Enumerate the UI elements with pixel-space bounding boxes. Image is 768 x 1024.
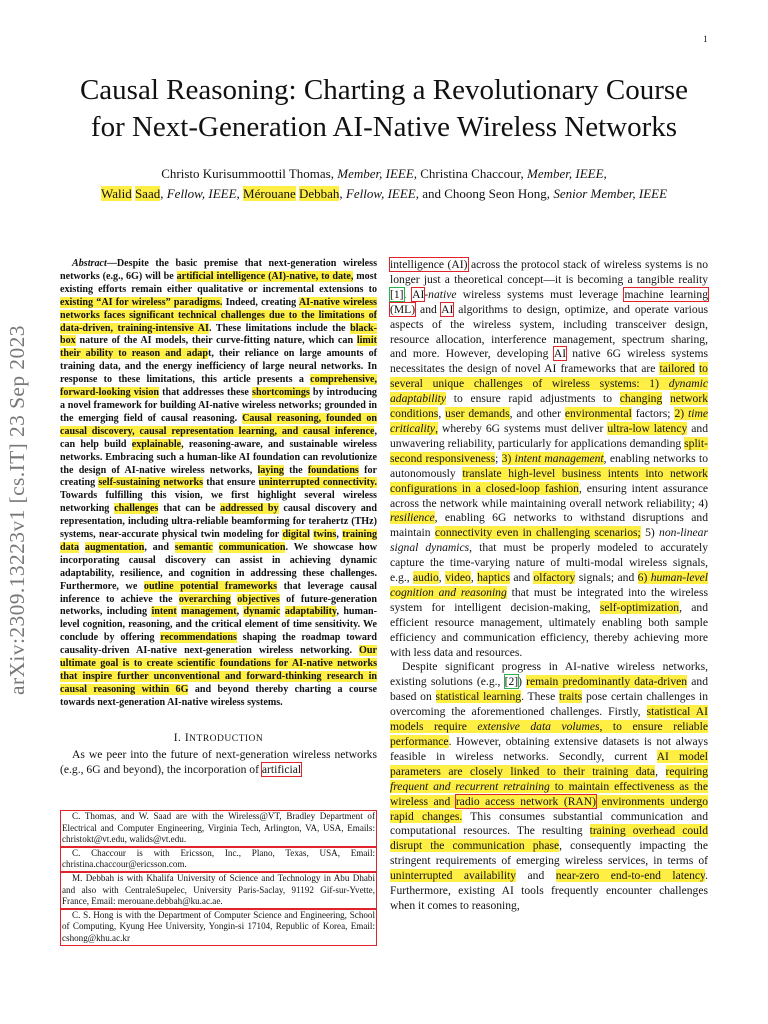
abstract-text: that leverage causal inference to achieve the: [60, 580, 377, 605]
acronym-link[interactable]: AI: [412, 287, 425, 301]
highlight: AI model parameters are closely linked to their training data: [390, 749, 708, 778]
highlight: translate high-level business intents into network configurations in a closed-loop fashion: [390, 466, 708, 495]
highlight: laying: [257, 464, 284, 476]
highlight: network: [670, 392, 708, 406]
highlight: training: [342, 529, 377, 541]
body-text: As we peer into the future of next-generation wireless networks (e.g., 6G and beyond), the incorporation of: [60, 747, 377, 776]
body-text: ): [518, 675, 527, 689]
highlight: self-optimization: [599, 600, 680, 614]
highlight: conditions: [390, 407, 439, 421]
highlight-italic: dynamic adaptability: [390, 377, 708, 406]
highlight: ,: [435, 421, 438, 435]
highlight: communication: [218, 541, 286, 553]
body-text: , and efficient resource management, ultimately enabling both sample efficiency and communication efficiency, thereby achieving more with less data and resources.: [390, 600, 708, 659]
highlight: video: [445, 571, 471, 585]
highlight: adaptability: [284, 606, 337, 618]
abstract-text: for creating: [60, 464, 377, 489]
highlight: comprehensive, forward-looking vision: [60, 374, 377, 399]
highlight: self-sustaining networks: [98, 477, 204, 489]
acronym-link[interactable]: AI: [441, 302, 454, 316]
body-text: ,: [655, 764, 666, 778]
abstract-text: t, their reliance on large amounts of training data, and the energy inefficiency of large neural networks. In response to these limitations, this article presents a: [60, 348, 377, 386]
highlight: user demands: [445, 407, 510, 421]
highlight: challenges: [114, 503, 159, 515]
abstract-text: that can be: [158, 503, 221, 515]
left-column: [60, 258, 377, 778]
highlight: uninterrupted connectivity.: [258, 477, 377, 489]
footnote-hong: C. S. Hong is with the Department of Computer Science and Engineering, School of Computing, Kyung Hee University, Yongin-si 17104, Republic of Korea, Email: cshong@khu.ac.kr: [60, 909, 377, 946]
abstract-text: . These limitations include the: [208, 322, 351, 334]
abstract-text: —Despite the basic premise that next-generation wireless networks (e.g., 6G) will be: [60, 258, 377, 282]
highlight: requiring: [665, 764, 709, 778]
highlight: artificial intelligence (AI)-native, to date,: [176, 270, 354, 282]
highlight: , to ensure reliable performance: [390, 720, 708, 748]
body-text: factors;: [631, 407, 675, 421]
highlight: statistical learning: [435, 690, 522, 704]
highlight: digital: [282, 529, 310, 541]
highlight: intent: [151, 606, 177, 618]
body-text: , and other: [509, 407, 565, 421]
italic-text: -native: [424, 287, 457, 301]
highlight: audio: [413, 571, 439, 585]
body-text: and: [509, 571, 534, 585]
acronym-link[interactable]: AI: [553, 347, 567, 361]
body-text: to ensure rapid adjustments to: [446, 392, 620, 406]
body-text: across the protocol stack of wireless systems is no longer just a theoretical concept—it is becoming a tangible reality: [390, 258, 709, 286]
author-membership: Member, IEEE,: [526, 166, 607, 181]
body-text: .: [403, 287, 413, 301]
abstract-label: Abstract: [72, 258, 107, 269]
highlight: changing: [619, 392, 663, 406]
highlight: foundations: [307, 464, 359, 476]
body-text: . These: [521, 690, 559, 704]
highlight: AI-native wireless networks faces significant technical challenges due to the limitations of data-driven, training-intensive AI: [60, 296, 377, 334]
abstract-text: Towards fulfilling this vision, we first highlight several wireless networking: [60, 490, 377, 515]
highlight: outline potential frameworks: [143, 580, 278, 592]
highlight: connectivity even in challenging scenarios;: [434, 526, 641, 540]
section-initial: I: [184, 731, 190, 744]
body-text: that must be integrated into the wireless system for intelligent decision-making,: [390, 585, 708, 614]
author-membership: Fellow, IEEE,: [166, 186, 240, 201]
abstract-text: ,: [236, 606, 244, 618]
body-text: whereby 6G systems must deliver: [437, 421, 608, 435]
highlight: addressed by: [220, 503, 279, 515]
acronym-link[interactable]: machine learning (ML): [390, 287, 708, 316]
body-text: and: [516, 869, 556, 883]
highlighted-author-name: Debbah: [298, 186, 340, 201]
section-number: I.: [173, 731, 185, 744]
body-text: 5): [640, 526, 660, 540]
section-title: NTRODUCTION: [189, 733, 264, 744]
highlight: near-zero end-to-end latency: [555, 869, 706, 883]
highlight: black-box: [60, 322, 377, 347]
author-name: and Choong Seon Hong,: [418, 186, 554, 201]
highlight: dynamic: [243, 606, 281, 618]
body-text: , consequently impacting the stringent requirements of emerging wireless services, in terms of: [390, 839, 708, 868]
highlight: Our ultimate goal is to create scientific foundations for AI-native networks that inspire further unconventional and forward-thinking research in causal reasoning within 6G: [60, 645, 377, 695]
highlighted-author-name: Mérouane: [243, 186, 296, 201]
abstract-text: , human-level cognition, reasoning, and the critical element of time sensitivity. We conclude by offering: [60, 606, 377, 644]
highlight: training overhead could disrupt the communication phase: [390, 824, 708, 853]
abstract-text: that addresses these: [159, 387, 253, 399]
right-column: [390, 258, 708, 914]
highlight: haptics: [477, 571, 510, 585]
highlight-italic: frequent and recurrent retraining: [390, 779, 550, 793]
highlight: limit their ability to reason and adap: [60, 335, 377, 360]
footnote-debbah: M. Debbah is with Khalifa University of Science and Technology in Abu Dhabi and also with CentraleSupelec, University Paris-Saclay, 91192 Gif-sur-Yvette, France, Email: merouane.debbah@ku.ac.ae.: [60, 872, 377, 909]
highlight: tailored: [659, 362, 695, 376]
body-text: Despite significant progress in AI-native wireless networks, existing solutions (e.g.,: [390, 660, 708, 689]
body-text: and based on: [390, 675, 709, 704]
body-text: This consumes substantial communication and computational resources. The resulting: [390, 809, 708, 838]
body-text: and unwavering reliability, particularly for applications demanding: [390, 421, 709, 450]
abstract-text: . We showcase how incorporating causal discovery can assist in achieving dynamic adaptability, resilience, and cognition in addressing these challenges. Furthermore, we: [60, 541, 377, 592]
author-membership: Fellow, IEEE,: [345, 186, 419, 201]
body-text: algorithms to design, optimize, and operate various aspects of the wireless system, including transceiver design, resource allocation, interference management, spectrum sharing, and more. However, developing: [390, 302, 708, 361]
body-text: , that must be properly modeled to accurately capture the time-varying nature of multi-modal wireless signals, e.g.,: [390, 541, 709, 585]
highlighted-author-name: Saad: [134, 186, 161, 201]
abstract-text: , reasoning-aware, and sustainable wireless networks. Embracing such a human-like AI foundation can revolutionize the design of AI-native wireless networks,: [60, 438, 377, 476]
highlight: remain predominantly data-driven: [526, 675, 688, 689]
footnote-chaccour: C. Chaccour is with Ericsson, Inc., Plano, Texas, USA, Email: christina.chaccour@ericsson.com.: [60, 847, 377, 872]
highlight: 3): [501, 451, 515, 465]
highlight: semantic: [174, 541, 213, 553]
highlight: split-second responsiveness: [390, 436, 708, 465]
paper-title: [0, 72, 768, 146]
abstract: [60, 258, 377, 710]
body-text: [662, 392, 670, 405]
abstract-text: most existing efforts remain either qualitative or incremental extensions to: [60, 270, 377, 295]
highlight-italic: resilience: [390, 511, 435, 525]
highlight: management: [181, 606, 237, 618]
highlight: data: [60, 541, 80, 553]
abstract-text: and beyond thereby charting a course towards next-generation AI-native wireless systems.: [60, 683, 377, 708]
body-text: pose certain challenges in overcoming the aforementioned challenges. Firstly,: [390, 690, 708, 719]
abstract-text: ,: [336, 529, 343, 541]
body-text: ,: [438, 571, 446, 585]
highlight: to several unique challenges of wireless systems: 1): [390, 362, 708, 391]
body-text: native 6G wireless systems necessitates the design of novel AI frameworks that are: [390, 347, 708, 376]
body-text: ;: [495, 451, 502, 465]
arxiv-identifier: arXiv:2309.13223v1 [cs.IT] 23 Sep 2023: [5, 325, 29, 695]
intro-paragraph: [60, 748, 377, 778]
highlight-italic: extensive data volumes: [477, 720, 600, 734]
acronym-link[interactable]: artificial: [261, 762, 302, 776]
highlight-italic: intent management: [514, 451, 604, 465]
body-text: wireless systems must leverage: [456, 287, 625, 301]
highlight: olfactory: [533, 571, 576, 585]
author-membership: Senior Member, IEEE: [553, 186, 668, 201]
highlight: explainable: [131, 438, 182, 450]
highlight: uninterrupted availability: [390, 869, 517, 883]
author-name: Christo Kurisummoottil Thomas,: [161, 166, 338, 181]
highlight-italic: human-level cognition and reasoning: [390, 571, 708, 599]
section-heading-introduction: [60, 731, 377, 746]
highlight: environmental: [564, 407, 632, 421]
author-name: Christina Chaccour,: [417, 166, 527, 181]
body-text: . However, obtaining extensive datasets is not always feasible in wireless networks. Secondly, current: [390, 735, 708, 763]
abstract-text: shaping the roadmap toward causality-driven AI-native next-generation wireless networking.: [60, 632, 377, 657]
acronym-link[interactable]: intelligence (AI): [390, 258, 468, 271]
abstract-text: Indeed, creating: [222, 296, 299, 308]
body-paragraph: [390, 660, 708, 913]
abstract-text: the: [283, 464, 308, 476]
affiliation-footnotes: [60, 810, 377, 946]
body-text: , enabling 6G networks to withstand disruptions and maintain: [390, 511, 708, 540]
abstract-text: that ensure: [203, 477, 259, 489]
highlight: environments undergo rapid changes.: [390, 794, 709, 823]
abstract-text: [213, 542, 219, 553]
highlight: traits: [559, 690, 583, 704]
author-membership: Member, IEEE,: [337, 166, 418, 181]
highlight: to maintain effectiveness as the wireless and: [390, 779, 709, 808]
citation-link[interactable]: [2]: [504, 675, 519, 689]
footnote-thomas-saad: C. Thomas, and W. Saad are with the Wireless@VT, Bradley Department of Electrical and Computer Engineering, Virginia Tech, Arlington, VA, USA, Emails: christokt@vt.edu, walids@vt.edu.: [60, 810, 377, 847]
body-text: and: [415, 302, 442, 316]
author-list: Christo Kurisummoottil Thomas, Member, IEEE, Christina Chaccour, Member, IEEE, Walid Saad, Fellow, IEEE, Mérouane Debbah, Fellow, IEEE, and Choong Seon Hong, Senior Member, IEEE: [100, 166, 668, 201]
body-text: ,: [470, 571, 478, 585]
body-text: , enabling networks to autonomously: [390, 451, 708, 480]
abstract-text: by introducing a novel framework for building AI-native wireless networks; grounded in the emerging field of causal reasoning.: [60, 387, 377, 424]
abstract-text: , can help build: [60, 425, 377, 450]
italic-text: non-linear signal dynamics: [390, 526, 708, 555]
highlight: overarching: [178, 593, 231, 605]
highlight: shortcomings: [252, 387, 310, 399]
highlight-italic: time criticality: [390, 407, 709, 435]
highlight: augmentation: [84, 541, 145, 553]
acronym-link[interactable]: radio access network (RAN): [455, 794, 597, 808]
highlight: ultra-low latency: [607, 421, 688, 435]
highlight: statistical AI models require: [390, 705, 709, 734]
intro-paragraph-continued: [390, 258, 708, 660]
abstract-text: of future-generation networks, including: [60, 593, 377, 618]
highlight: twins: [313, 529, 337, 541]
body-text: ,: [438, 407, 446, 421]
abstract-text: nature of the AI models, their curve-fitting nature, which can: [75, 335, 357, 347]
page-number: 1: [703, 34, 708, 44]
title-line-1: Causal Reasoning: Charting a Revolutionary Course: [79, 74, 689, 106]
highlight: existing “AI for wireless” paradigms.: [60, 296, 223, 308]
highlight: objectives: [237, 593, 280, 605]
body-text: signals; and: [575, 571, 638, 585]
highlight: 2): [674, 407, 689, 421]
body-text: , ensuring intent assurance across the network while maintaining overall network reliability; 4): [390, 481, 708, 510]
abstract-text: , and: [144, 541, 175, 553]
citation-link[interactable]: [1]: [390, 287, 404, 301]
highlighted-author-name: Walid: [100, 186, 132, 201]
abstract-text: causal discovery and representation, including ultra-reliable beamforming for terahertz (THz) systems, near-accurate physical twin modeling for: [60, 503, 378, 541]
highlight: 6): [637, 571, 651, 585]
title-line-2: for Next-Generation AI-Native Wireless Networks: [90, 111, 678, 143]
highlight: Causal reasoning, founded on causal discovery, causal representation learning, and causal inference: [60, 412, 377, 437]
body-text: . Furthermore, existing AI tools frequently encounter challenges when it comes to reasoning,: [390, 869, 709, 912]
highlight: recommendations: [160, 632, 237, 644]
